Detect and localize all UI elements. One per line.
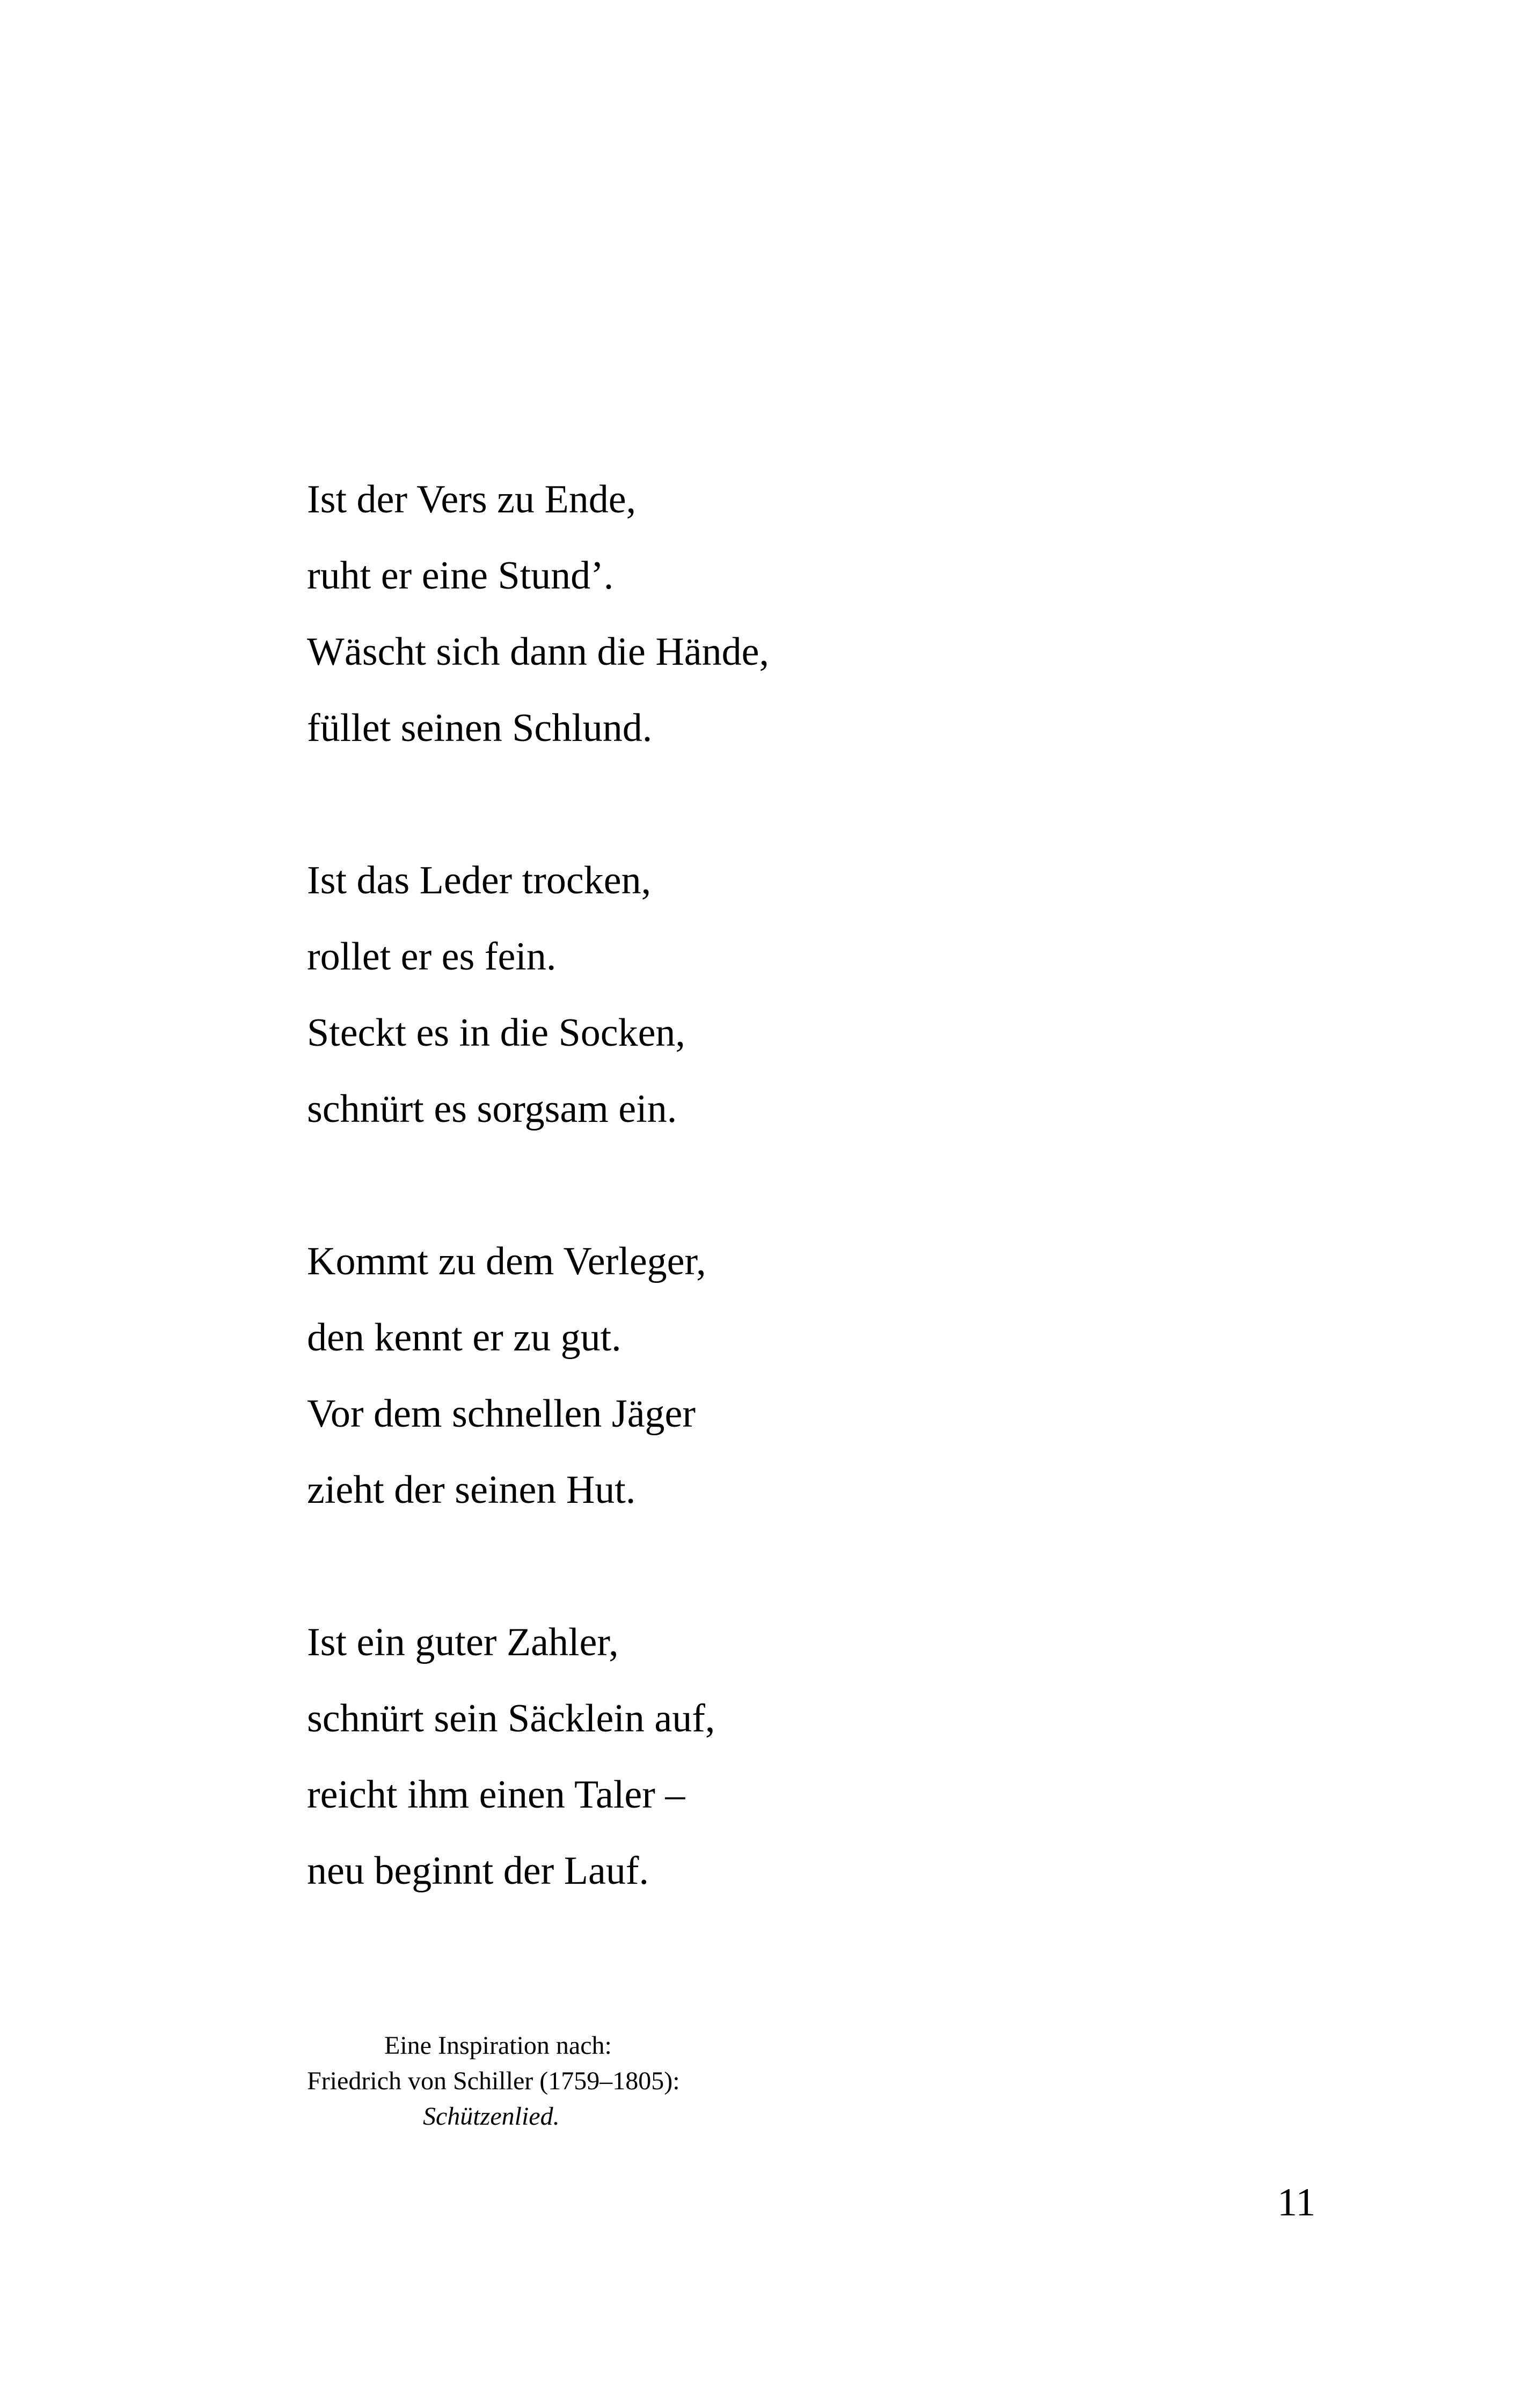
poem-line: Vor dem schnellen Jäger <box>307 1392 696 1436</box>
poem-line: reicht ihm einen Taler – <box>307 1773 685 1817</box>
stanza-4 <box>307 1604 1219 1909</box>
page-number: 11 <box>1277 2181 1316 2225</box>
poem-line: rollet er es fein. <box>307 935 557 979</box>
poem-line: zieht der seinen Hut. <box>307 1468 636 1512</box>
poem-line: schnürt es sorgsam ein. <box>307 1087 677 1131</box>
poem-line: Ist der Vers zu Ende, <box>307 478 637 522</box>
attribution-work-title: Schützenlied. <box>423 2102 560 2131</box>
attribution-author: Friedrich von Schiller (1759–1805): <box>307 2067 680 2095</box>
poem-line: Kommt zu dem Verleger, <box>307 1239 706 1283</box>
poem-line: Ist ein guter Zahler, <box>307 1620 619 1664</box>
poem-line: schnürt sein Säcklein auf, <box>307 1697 715 1741</box>
poem-line: Ist das Leder trocken, <box>307 858 652 902</box>
poem-line: neu beginnt der Lauf. <box>307 1849 649 1893</box>
stanza-2 <box>307 842 1219 1147</box>
poem-line: den kennt er zu gut. <box>307 1316 621 1360</box>
attribution-intro: Eine Inspiration nach: <box>384 2031 612 2060</box>
stanza-3 <box>307 1223 1219 1528</box>
poem <box>307 461 1219 1985</box>
poem-line: füllet seinen Schlund. <box>307 706 653 750</box>
poem-line: ruht er eine Stund’. <box>307 554 614 598</box>
poem-line: Wäscht sich dann die Hände, <box>307 630 769 674</box>
poem-line: Steckt es in die Socken, <box>307 1011 685 1055</box>
stanza-1 <box>307 461 1219 766</box>
